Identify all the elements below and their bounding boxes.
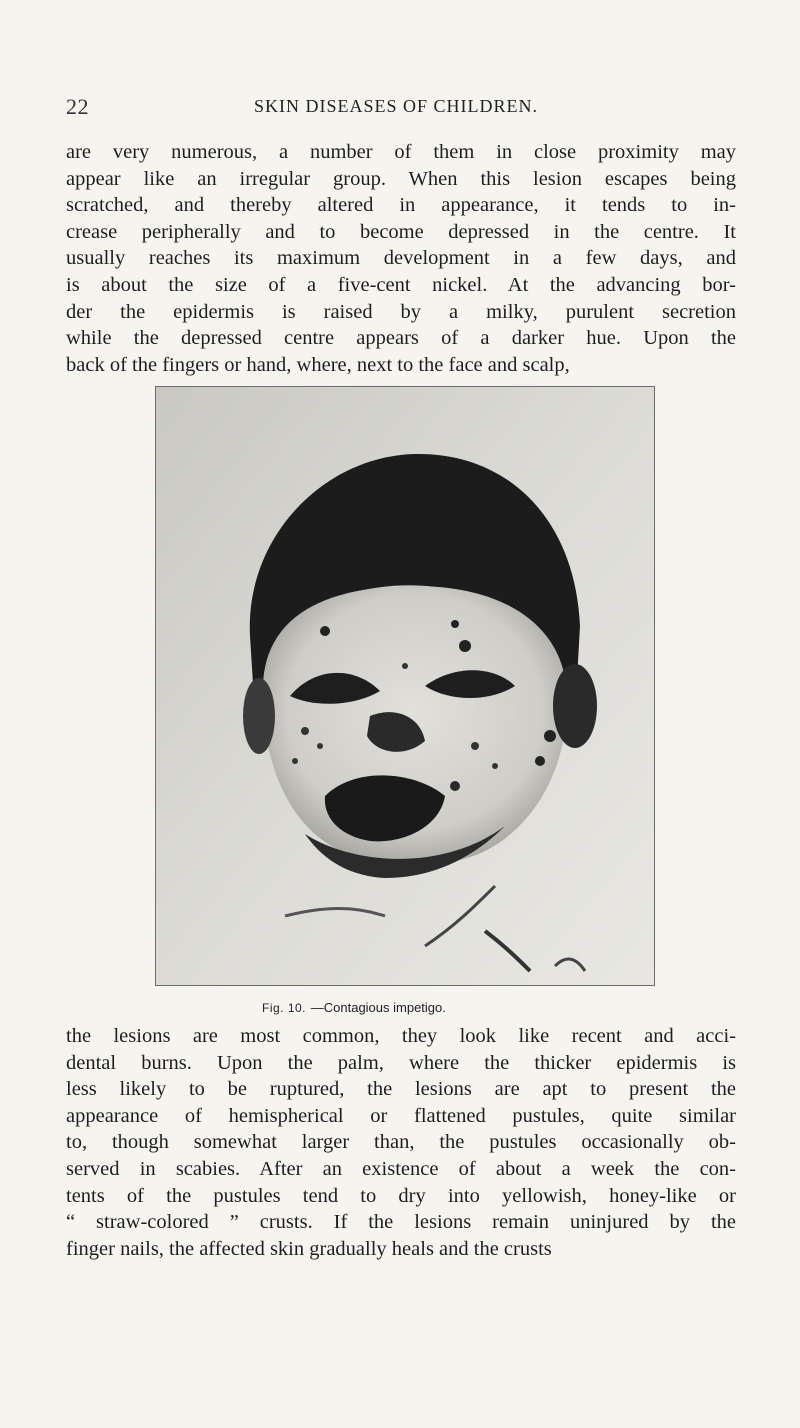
text-line: der the epidermis is raised by a milky, purulent secretion xyxy=(66,300,736,323)
impetigo-photo xyxy=(155,386,655,986)
text-line: crease peripherally and to become depressed in the centre. It xyxy=(66,220,736,243)
figure-caption: Fig. 10. —Contagious impetigo. xyxy=(262,1000,446,1015)
page-header xyxy=(66,94,736,124)
text-line: finger nails, the affected skin gradually heals and the crusts xyxy=(66,1237,552,1260)
text-line: back of the fingers or hand, where, next to the face and scalp, xyxy=(66,353,570,376)
paragraph-bottom xyxy=(66,1023,736,1262)
text-line: tents of the pustules tend to dry into yellowish, honey-like or xyxy=(66,1184,736,1207)
paragraph-top xyxy=(66,139,736,378)
text-line: scratched, and thereby altered in appearance, it tends to in- xyxy=(66,194,736,217)
text-line: are very numerous, a number of them in close proximity may xyxy=(66,141,736,163)
text-line: to, though somewhat larger than, the pustules occasionally ob- xyxy=(66,1131,736,1154)
running-head: SKIN DISEASES OF CHILDREN. xyxy=(254,96,539,116)
page-number: 22 xyxy=(66,94,89,119)
figure-title: Contagious impetigo. xyxy=(323,1000,446,1015)
text-line: while the depressed centre appears of a darker hue. Upon the xyxy=(66,327,736,350)
text-line: is about the size of a five-cent nickel. At the advancing bor- xyxy=(66,273,736,296)
text-line: served in scabies. After an existence of about a week the con- xyxy=(66,1157,736,1180)
text-line: dental burns. Upon the palm, where the thicker epidermis is xyxy=(66,1051,736,1074)
text-line: usually reaches its maximum development in a few days, and xyxy=(66,247,736,270)
figure-photograph xyxy=(155,386,655,986)
text-line: less likely to be ruptured, the lesions are apt to present the xyxy=(66,1078,736,1101)
text-line: the lesions are most common, they look like recent and acci- xyxy=(66,1025,736,1047)
text-line: appearance of hemispherical or flattened pustules, quite similar xyxy=(66,1104,736,1127)
text-line: “ straw-colored ” crusts. If the lesions remain uninjured by the xyxy=(66,1211,736,1234)
figure-label: Fig. 10. xyxy=(262,1001,307,1015)
text-line: appear like an irregular group. When this lesion escapes being xyxy=(66,167,736,190)
